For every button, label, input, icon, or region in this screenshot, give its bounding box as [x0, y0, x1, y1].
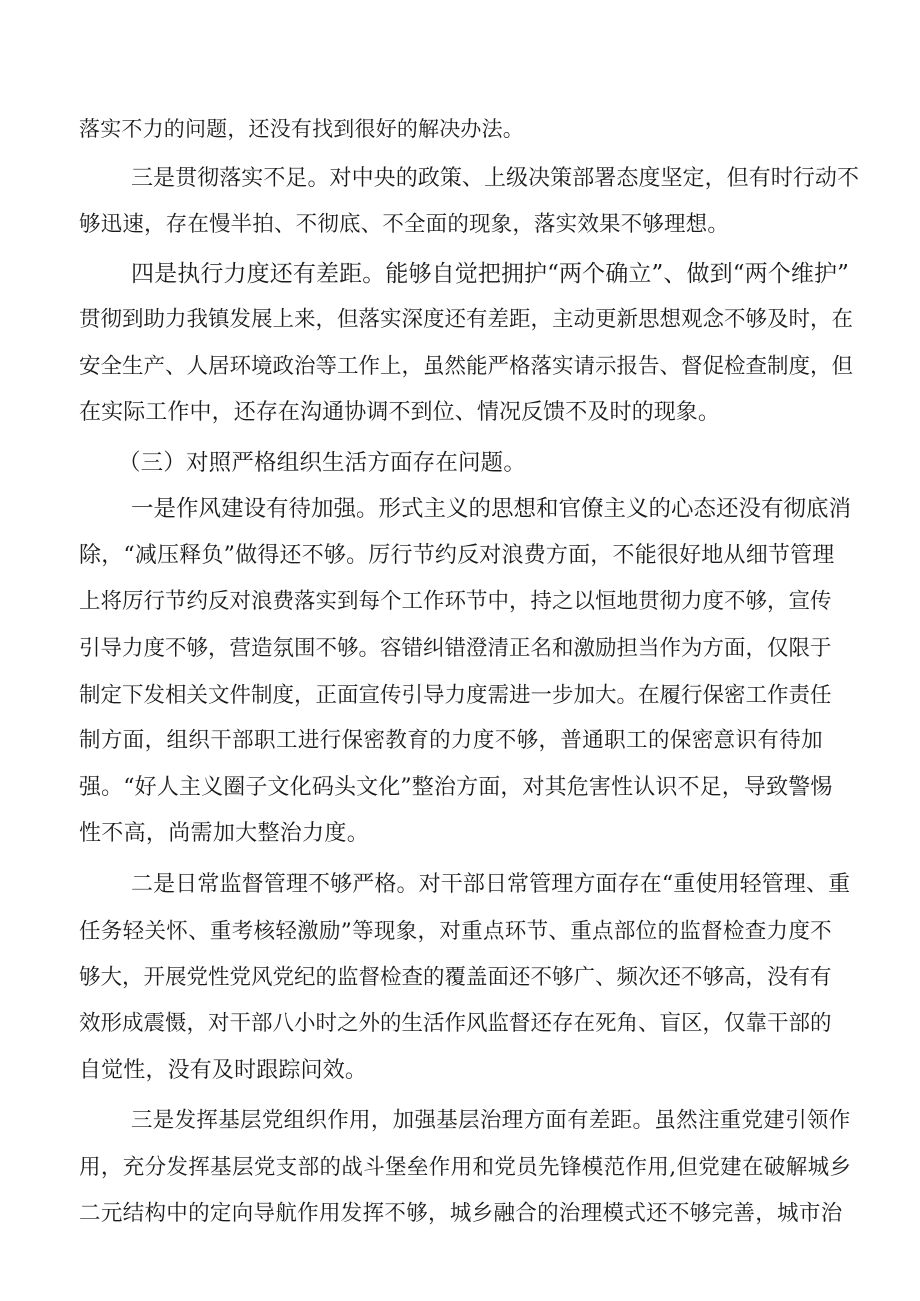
text-line: 制定下发相关文件制度，正面宣传引导力度需进一步加大。在履行保密工作责任: [79, 683, 832, 708]
text-line: 制方面，组织干部职工进行保密教育的力度不够，普通职工的保密意识有待加: [79, 728, 824, 753]
text-line: 在实际工作中，还存在沟通协调不到位、情况反馈不及时的现象。: [79, 400, 721, 425]
text-line: 效形成震慑，对干部八小时之外的生活作风监督还存在死角、盲区，仅靠干部的: [79, 1011, 832, 1036]
text-line: 贯彻到助力我镇发展上来，但落实深度还有差距，主动更新思想观念不够及时，在: [79, 307, 854, 332]
text-line: 安全生产、人居环境政治等工作上，虽然能严格落实请示报告、督促检查制度，但: [79, 354, 854, 379]
text-line: 强。“好人主义圈子文化码头文化”整治方面，对其危害性认识不足，导致警惕: [79, 775, 833, 800]
text-line: 二元结构中的定向导航作用发挥不够，城乡融合的治理模式还不够完善，城市治: [79, 1201, 843, 1226]
text-line: 三是发挥基层党组织作用，加强基层治理方面有差距。虽然注重党建引领作: [131, 1108, 851, 1133]
text-line: 性不高，尚需加大整治力度。: [79, 821, 370, 846]
text-line: 除，“减压释负”做得还不够。厉行节约反对浪费方面，不能很好地从细节管理: [79, 543, 835, 568]
text-line: 用，充分发挥基层党支部的战斗堡垒作用和党员先锋模范作用,但党建在破解城乡: [79, 1155, 852, 1180]
text-line: 引导力度不够，营造氛围不够。容错纠错澄清正名和激励担当作为方面，仅限于: [79, 636, 832, 661]
section-heading: （三）对照严格组织生活方面存在问题。: [118, 450, 527, 476]
text-line: 自觉性，没有及时跟踪问效。: [79, 1058, 368, 1083]
text-line: 四是执行力度还有差距。能够自觉把拥护“两个确立”、做到“两个维护”: [131, 261, 850, 287]
text-line: 上将厉行节约反对浪费落实到每个工作环节中，持之以恒地贯彻力度不够，宣传: [79, 589, 832, 614]
text-line: 落实不力的问题，还没有找到很好的解决办法。: [79, 117, 524, 141]
text-line: 三是贯彻落实不足。对中央的政策、上级决策部署态度坚定，但有时行动不: [131, 166, 860, 191]
text-line: 任务轻关怀、重考核轻激励”等现象，对重点环节、重点部位的监督检查力度不: [79, 919, 832, 944]
text-line: 一是作风建设有待加强。形式主义的思想和官僚主义的心态还没有彻底消: [131, 496, 852, 522]
text-line: 够迅速，存在慢半拍、不彻底、不全面的现象，落实效果不够理想。: [79, 212, 730, 237]
text-line: 二是日常监督管理不够严格。对干部日常管理方面存在“重使用轻管理、重: [131, 872, 851, 897]
text-line: 够大，开展党性党风党纪的监督检查的覆盖面还不够广、频次还不够高，没有有: [79, 965, 832, 990]
